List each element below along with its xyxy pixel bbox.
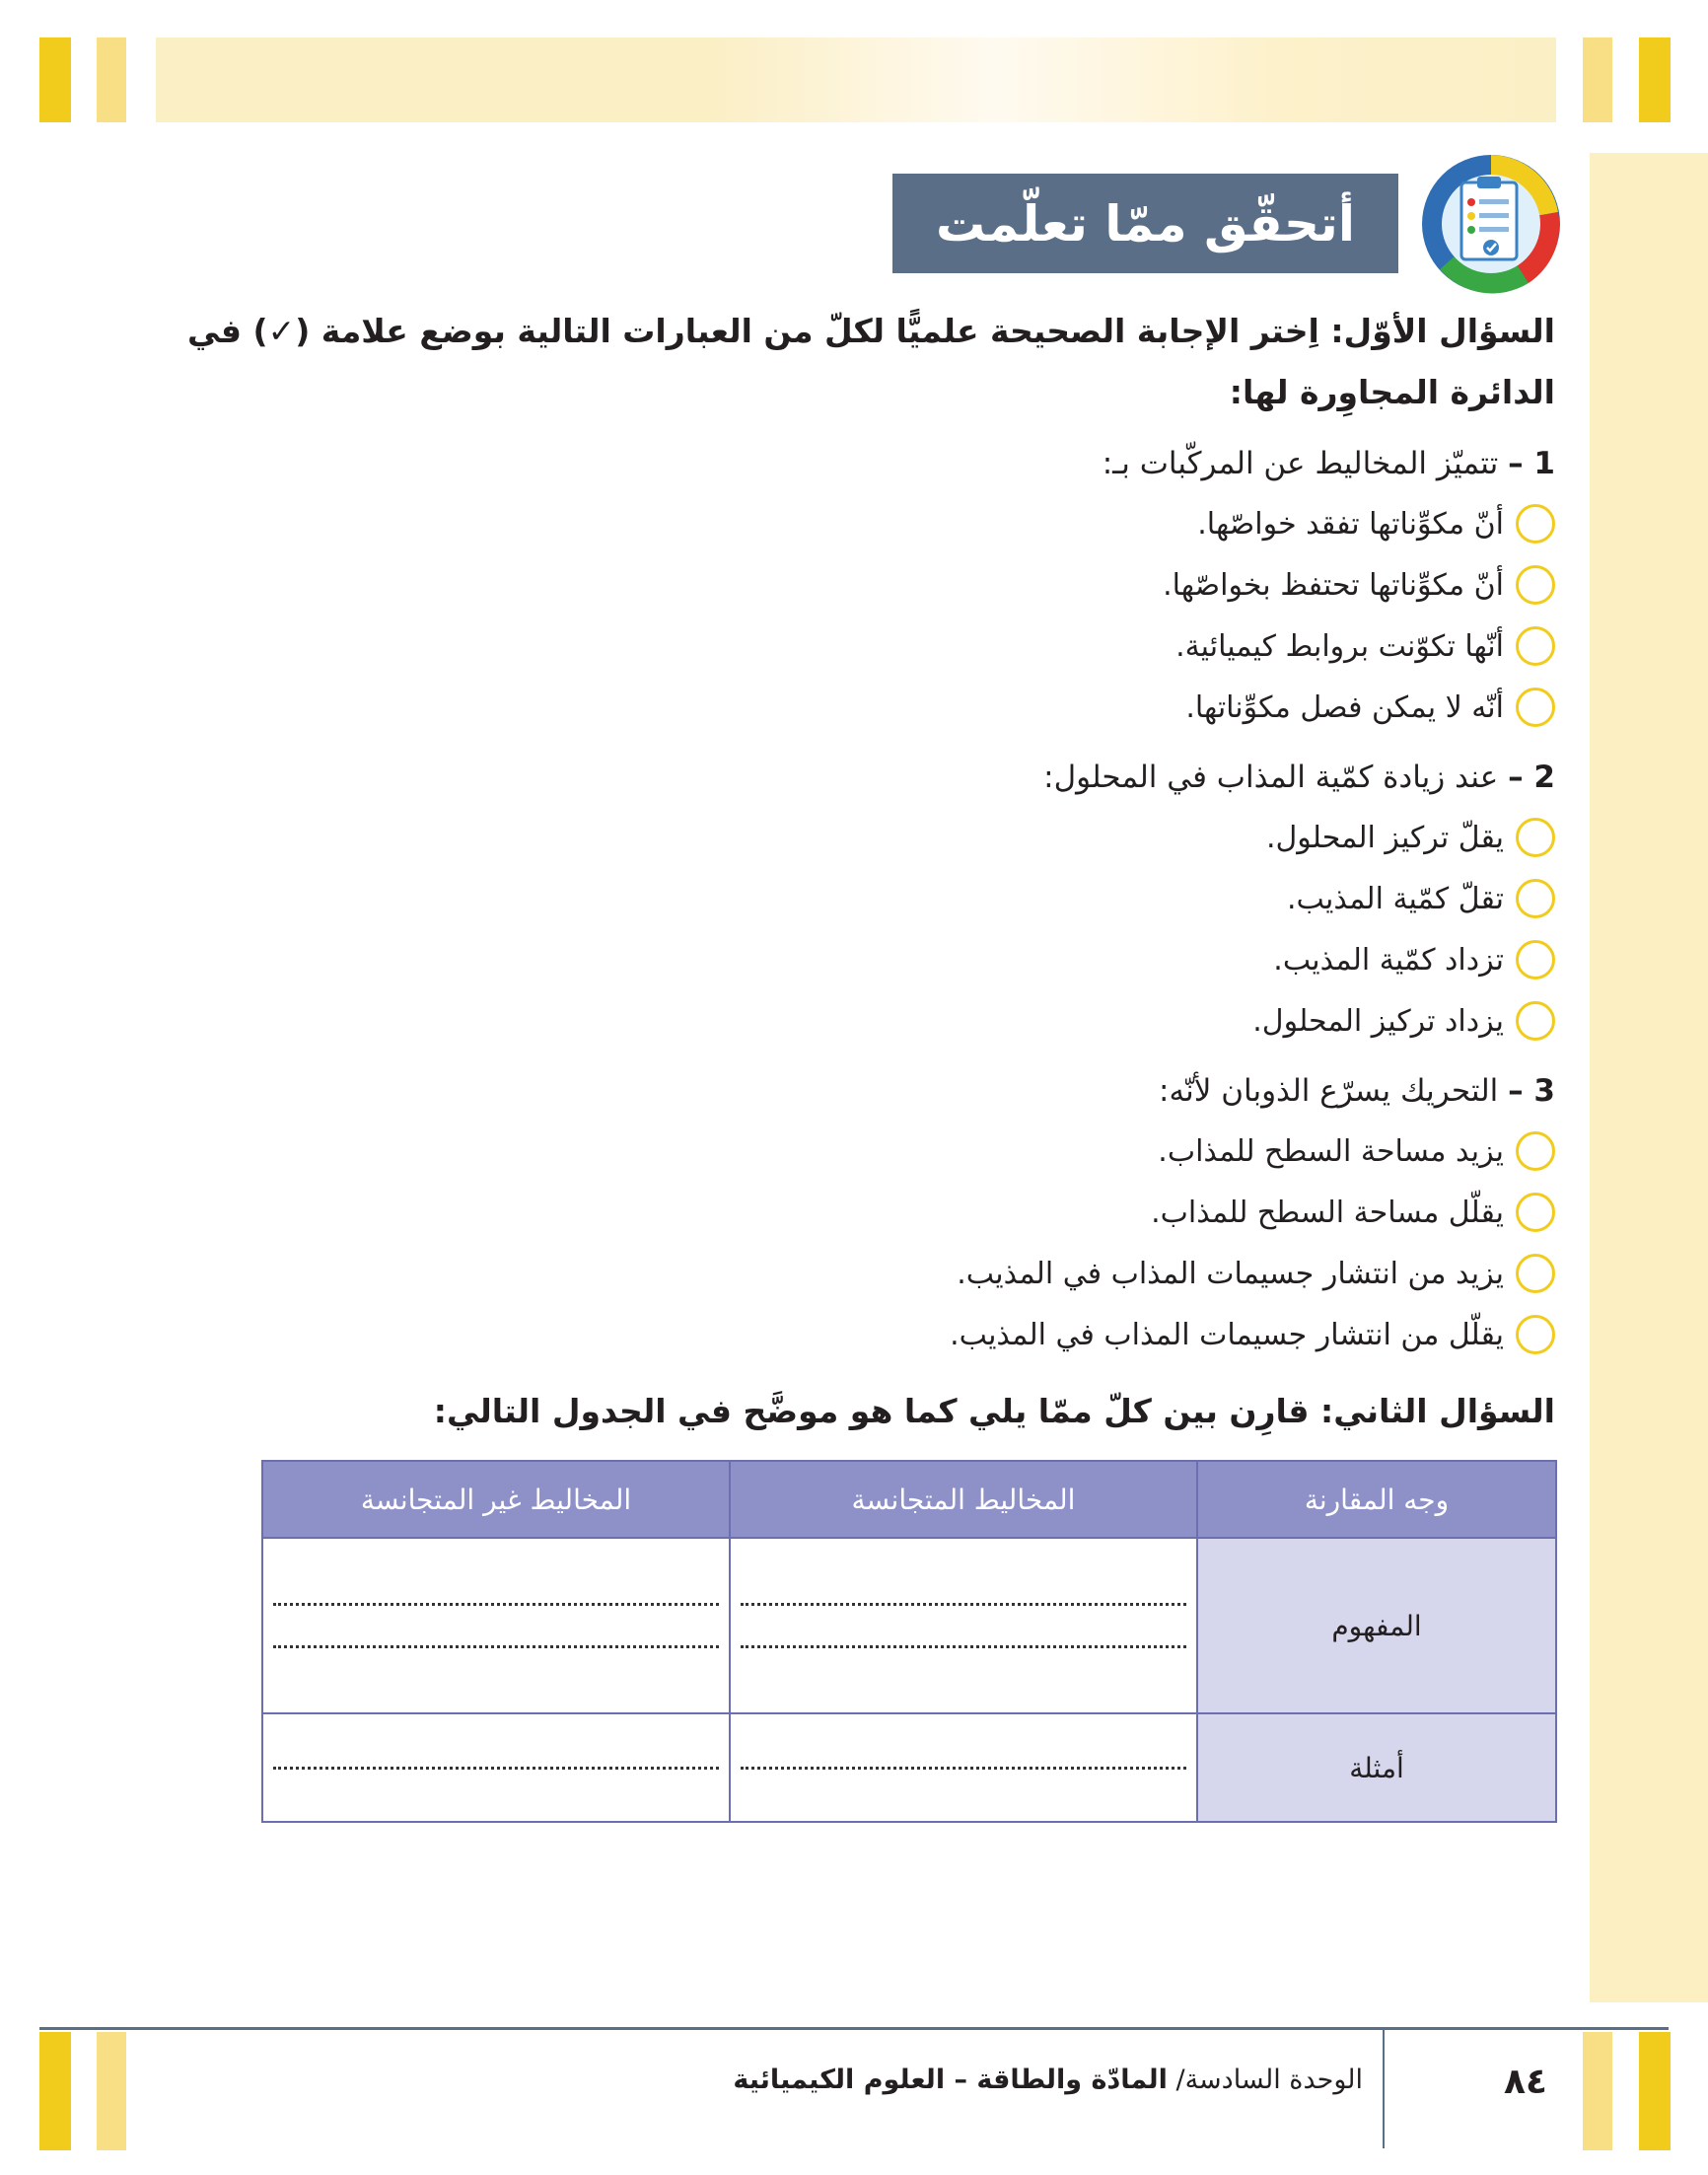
section-title-text: أتحقّق ممّا تعلّمت: [936, 194, 1355, 253]
option-row[interactable]: [1266, 813, 1555, 862]
answer-blank[interactable]: [262, 1538, 730, 1713]
dotted-line: [741, 1767, 1186, 1770]
option-row[interactable]: [1252, 996, 1555, 1046]
option-row[interactable]: [1151, 1188, 1555, 1237]
answer-circle[interactable]: [1516, 818, 1555, 857]
question1-heading: [155, 301, 1555, 423]
answer-blank[interactable]: [730, 1538, 1197, 1713]
option-text: يقلّل من انتشار جسيمات المذاب في المذيب.: [950, 1317, 1504, 1352]
dotted-line: [273, 1603, 719, 1606]
answer-circle[interactable]: [1516, 879, 1555, 918]
table-row-label: المفهوم: [1197, 1538, 1556, 1713]
decor-stripe-bottom-left-soft: [97, 2032, 126, 2150]
question1-instruction: اِختر الإجابة الصحيحة علميًّا لكلّ من العبارات التالية بوضع علامة (✓) في الدائرة المجاوِرة لها:: [187, 312, 1555, 411]
item-number: 1 –: [1508, 446, 1555, 481]
dotted-line: [741, 1645, 1186, 1648]
option-row[interactable]: [1197, 499, 1555, 548]
table-header-row: [262, 1461, 1556, 1538]
table-row: [262, 1713, 1556, 1822]
option-text: يقلّل مساحة السطح للمذاب.: [1151, 1195, 1504, 1230]
question1-item3-stem: [1159, 1069, 1555, 1113]
question2-heading: [155, 1386, 1555, 1437]
item-number: 3 –: [1508, 1073, 1555, 1109]
decor-top-bar: [156, 37, 1556, 122]
question1-item1-stem: [1103, 442, 1555, 485]
option-text: تزداد كمّية المذيب.: [1273, 942, 1504, 978]
option-text: تقلّ كمّية المذيب.: [1287, 881, 1504, 916]
page-number: ٨٤: [1504, 2062, 1547, 2102]
option-row[interactable]: [1273, 935, 1555, 984]
dotted-line: [741, 1603, 1186, 1606]
answer-circle[interactable]: [1516, 504, 1555, 544]
decor-stripe-top-left-soft: [97, 37, 126, 122]
decor-stripe-top-right-strong: [1639, 37, 1671, 122]
option-text: أنّ مكوِّناتها تحتفظ بخواصّها.: [1163, 567, 1504, 603]
item-stem-text: التحريك يسرّع الذوبان لأنّه:: [1159, 1073, 1499, 1109]
option-row[interactable]: [1185, 683, 1555, 732]
option-text: أنّ مكوِّناتها تفقد خواصّها.: [1197, 506, 1504, 542]
option-text: يقلّ تركيز المحلول.: [1265, 820, 1504, 855]
answer-blank[interactable]: [730, 1713, 1197, 1822]
decor-stripe-bottom-right-strong: [1639, 2032, 1671, 2150]
clipboard-checklist-icon: [1420, 153, 1562, 295]
answer-circle[interactable]: [1516, 1193, 1555, 1232]
answer-circle[interactable]: [1516, 940, 1555, 979]
footer-separator: [1383, 2030, 1385, 2148]
dotted-line: [273, 1645, 719, 1648]
answer-blank[interactable]: [262, 1713, 730, 1822]
item-number: 2 –: [1508, 760, 1555, 795]
option-row[interactable]: [1158, 1126, 1555, 1176]
decor-stripe-bottom-right-soft: [1583, 2032, 1612, 2150]
option-text: أنّها تكوّنت بروابط كيميائية.: [1175, 628, 1504, 664]
table-row: [262, 1538, 1556, 1713]
answer-circle[interactable]: [1516, 1131, 1555, 1171]
item-stem-text: تتميّز المخاليط عن المركّبات بـ:: [1102, 446, 1499, 481]
table-header-cell: المخاليط غير المتجانسة: [262, 1461, 730, 1538]
option-row[interactable]: [1175, 621, 1555, 671]
item-stem-text: عند زيادة كمّية المذاب في المحلول:: [1043, 760, 1499, 795]
decor-stripe-bottom-left-strong: [39, 2032, 71, 2150]
option-row[interactable]: [1287, 874, 1555, 923]
option-row[interactable]: [957, 1249, 1555, 1298]
dotted-line: [273, 1767, 719, 1770]
table-header-cell: وجه المقارنة: [1197, 1461, 1556, 1538]
answer-circle[interactable]: [1516, 1315, 1555, 1354]
answer-circle[interactable]: [1516, 1001, 1555, 1041]
table-header-cell: المخاليط المتجانسة: [730, 1461, 1197, 1538]
footer-subject: المادّة والطاقة – العلوم الكيميائية: [733, 2065, 1168, 2095]
option-text: يزيد مساحة السطح للمذاب.: [1158, 1133, 1504, 1169]
option-text: أنّه لا يمكن فصل مكوِّناتها.: [1185, 689, 1504, 725]
footer-divider: [39, 2027, 1669, 2030]
footer-unit: الوحدة السادسة/: [1175, 2065, 1363, 2095]
question1-label: السؤال الأوّل:: [1330, 312, 1555, 350]
answer-circle[interactable]: [1516, 626, 1555, 666]
answer-circle[interactable]: [1516, 1254, 1555, 1293]
option-text: يزيد من انتشار جسيمات المذاب في المذيب.: [957, 1256, 1504, 1291]
option-row[interactable]: [950, 1310, 1555, 1359]
table-row-label: أمثلة: [1197, 1713, 1556, 1822]
question2-instruction: قارِن بين كلّ ممّا يلي كما هو موضَّح في الجدول التالي:: [433, 1392, 1310, 1430]
comparison-table: [261, 1460, 1557, 1823]
answer-circle[interactable]: [1516, 688, 1555, 727]
decor-stripe-top-right-soft: [1583, 37, 1612, 122]
question1-item2-stem: [1043, 756, 1555, 799]
option-row[interactable]: [1163, 560, 1555, 610]
question2-label: السؤال الثاني:: [1320, 1392, 1555, 1430]
section-title: [892, 174, 1398, 273]
option-text: يزداد تركيز المحلول.: [1252, 1003, 1504, 1039]
decor-side-bar: [1590, 153, 1708, 2002]
answer-circle[interactable]: [1516, 565, 1555, 605]
decor-stripe-top-left-strong: [39, 37, 71, 122]
footer-unit-subject: [733, 2065, 1363, 2095]
